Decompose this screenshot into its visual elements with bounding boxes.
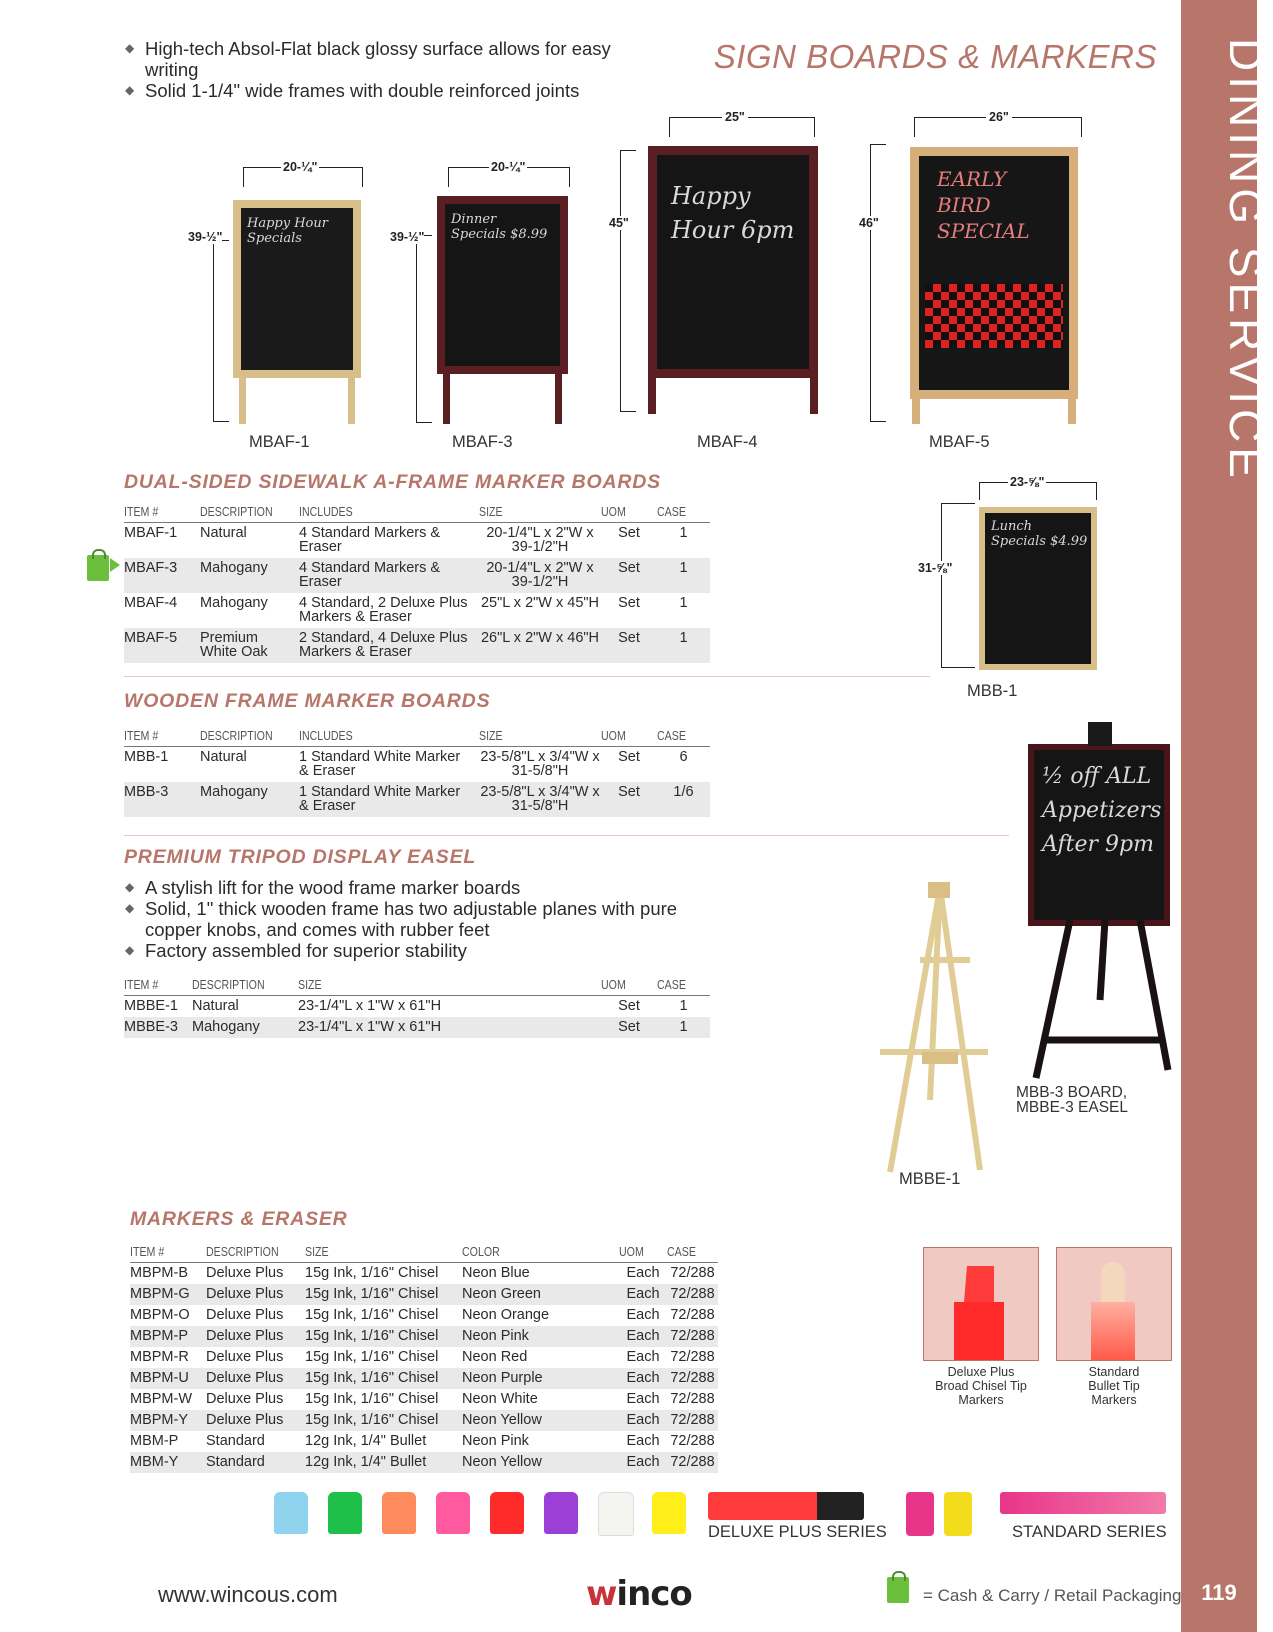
- description: White Oak: [200, 644, 268, 660]
- caption-line: Standard: [1088, 1365, 1140, 1379]
- size-line: 39-1/2"H: [511, 574, 569, 590]
- board-mbb-3: [1028, 744, 1170, 926]
- case-qty: 72/288: [670, 1265, 715, 1281]
- uom: Each: [626, 1433, 660, 1449]
- description: Deluxe Plus: [206, 1307, 284, 1323]
- section-title-aframe: DUAL-SIDED SIDEWALK A-FRAME MARKER BOARDS: [124, 471, 661, 493]
- color: Neon Orange: [462, 1307, 550, 1323]
- website-link[interactable]: www.wincous.com: [158, 1582, 338, 1607]
- description: Standard: [206, 1433, 265, 1449]
- col-header: CASE: [667, 1245, 710, 1263]
- item-number: MBPM-G: [130, 1284, 206, 1305]
- height-dimension-line: [620, 150, 636, 412]
- col-header: UOM: [601, 978, 649, 996]
- chalk-text: Lunch Specials $4.99: [991, 519, 1088, 549]
- case-qty: 72/288: [667, 1326, 718, 1347]
- item-number: MBPM-U: [130, 1368, 206, 1389]
- includes-line: Markers & Eraser: [299, 644, 412, 660]
- logo-part: w: [586, 1574, 617, 1614]
- page-title: SIGN BOARDS & MARKERS: [713, 38, 1157, 75]
- standard-cap-yellow: [944, 1492, 972, 1536]
- uom: Set: [618, 749, 640, 765]
- marker-cap-swatch: [382, 1492, 416, 1534]
- standard-series-label: STANDARD SERIES: [1012, 1523, 1167, 1541]
- height-dimension-line: [941, 503, 975, 668]
- product-label: [1016, 1085, 1128, 1115]
- description: Deluxe Plus: [206, 1391, 284, 1407]
- description: Natural: [200, 749, 247, 765]
- board-mbaf-5: [910, 147, 1078, 399]
- marker-cap-swatch: [274, 1492, 308, 1534]
- table-row: [124, 628, 710, 663]
- size-line: 26"L x 2"W x 46"H: [480, 630, 600, 646]
- includes-line: & Eraser: [299, 763, 356, 779]
- height-dimension-line: [213, 240, 229, 422]
- size-line: 23-5/8"L x 3/4"W x: [480, 749, 600, 765]
- color: Neon White: [462, 1391, 538, 1407]
- color: Neon Blue: [462, 1265, 530, 1281]
- size-line: 31-5/8"H: [511, 798, 569, 814]
- col-header: ITEM #: [124, 729, 189, 747]
- board-mbaf-4: [648, 146, 818, 378]
- table-row: [130, 1431, 718, 1452]
- uom: Each: [619, 1452, 667, 1473]
- col-header: DESCRIPTION: [206, 1245, 290, 1263]
- table-row: [130, 1347, 718, 1368]
- chisel-tip-photo: [923, 1247, 1039, 1361]
- standard-cap-pink: [906, 1492, 934, 1536]
- height-dimension-line: [416, 235, 432, 423]
- item-number: MBB-3: [124, 782, 200, 817]
- deluxe-marker-image: [708, 1492, 864, 1520]
- item-number: MBPM-R: [130, 1349, 189, 1365]
- divider: [124, 676, 930, 677]
- width-dimension: 26": [986, 110, 1012, 124]
- table-row: [124, 593, 710, 628]
- markers-table: [130, 1245, 718, 1473]
- col-header: CASE: [657, 505, 702, 523]
- item-number: MBM-P: [130, 1433, 179, 1449]
- item-number: MBAF-4: [124, 595, 178, 611]
- uom: Each: [619, 1326, 667, 1347]
- item-number: MBBE-3: [124, 1017, 192, 1038]
- uom: Set: [618, 998, 640, 1014]
- table-header: [124, 729, 710, 747]
- item-number: MBPM-W: [130, 1391, 193, 1407]
- description: Standard: [206, 1452, 305, 1473]
- col-header: DESCRIPTION: [192, 978, 282, 996]
- includes-line: 4 Standard Markers &: [299, 560, 441, 576]
- col-header: COLOR: [462, 1245, 595, 1263]
- marker-cap-swatch: [490, 1492, 524, 1534]
- col-header: UOM: [601, 729, 649, 747]
- easel-bullets: [125, 877, 715, 961]
- chalk-text: Dinner Specials $8.99: [451, 212, 548, 242]
- label-line: MBB-3 BOARD,: [1016, 1084, 1128, 1101]
- board-leg: [912, 399, 920, 424]
- bullet-tip-caption: [1056, 1365, 1172, 1407]
- marker-cap-swatch: [436, 1492, 470, 1534]
- uom: Set: [618, 525, 640, 541]
- col-header: UOM: [619, 1245, 660, 1263]
- board-leg: [239, 378, 246, 424]
- page-number: 119: [1201, 1580, 1237, 1605]
- logo-part: inco: [616, 1574, 692, 1614]
- uom: Set: [618, 595, 640, 611]
- table-row: [124, 558, 710, 593]
- table-header: [124, 505, 710, 523]
- case-qty: 72/288: [667, 1410, 718, 1431]
- col-header: UOM: [601, 505, 649, 523]
- description: Mahogany: [200, 782, 299, 817]
- table-row: [130, 1326, 718, 1347]
- case-qty: 72/288: [670, 1433, 715, 1449]
- table-row: [130, 1368, 718, 1389]
- width-dimension: 20-¼": [283, 160, 318, 174]
- section-title-markers: MARKERS & ERASER: [130, 1208, 348, 1230]
- table-row: [130, 1410, 718, 1431]
- size: 15g Ink, 1/16" Chisel: [305, 1307, 439, 1323]
- board-leg: [1068, 399, 1076, 424]
- width-dimension: 25": [722, 110, 748, 124]
- table-row: [130, 1389, 718, 1410]
- description: Natural: [192, 998, 239, 1014]
- case-qty: 1: [657, 628, 710, 663]
- size-line: 20-1/4"L x 2"W x: [486, 560, 594, 576]
- size: 15g Ink, 1/16" Chisel: [305, 1410, 462, 1431]
- uom: Each: [626, 1349, 660, 1365]
- color: Neon Yellow: [462, 1410, 619, 1431]
- color: Neon Red: [462, 1349, 528, 1365]
- col-header: CASE: [657, 729, 702, 747]
- description: Deluxe Plus: [206, 1265, 284, 1281]
- item-number: MBBE-1: [124, 998, 178, 1014]
- col-header: DESCRIPTION: [200, 505, 284, 523]
- col-header: DESCRIPTION: [200, 729, 284, 747]
- chalk-text: ½ off ALL Appetizers After 9pm: [1042, 764, 1162, 857]
- checkered-tablecloth-drawing: [925, 284, 1063, 348]
- section-title-easel: PREMIUM TRIPOD DISPLAY EASEL: [124, 846, 477, 868]
- size: 12g Ink, 1/4" Bullet: [305, 1452, 462, 1473]
- case-qty: 72/288: [667, 1368, 718, 1389]
- board-mbaf-1: [233, 200, 361, 378]
- case-qty: 1: [657, 1017, 710, 1038]
- includes-line: Markers & Eraser: [299, 609, 412, 625]
- natural-easel-drawing: [870, 880, 1000, 1180]
- case-qty: 1: [679, 998, 688, 1014]
- item-number: MBM-Y: [130, 1452, 206, 1473]
- includes-line: & Eraser: [299, 798, 356, 814]
- col-header: ITEM #: [124, 505, 189, 523]
- standard-marker-image: [1000, 1492, 1166, 1514]
- product-label: MBB-1: [967, 682, 1018, 700]
- size-line: 39-1/2"H: [511, 539, 569, 555]
- case-qty: 72/288: [670, 1307, 715, 1323]
- includes-line: 1 Standard White Marker: [299, 749, 461, 765]
- includes-line: 1 Standard White Marker: [299, 784, 461, 800]
- size: 23-1/4"L x 1"W x 61"H: [298, 998, 442, 1014]
- winco-logo: [586, 1574, 692, 1614]
- product-label: MBAF-5: [929, 433, 990, 451]
- description: Natural: [200, 525, 247, 541]
- uom: Each: [626, 1391, 660, 1407]
- table-header: [130, 1245, 718, 1263]
- marker-cap-swatch: [598, 1492, 634, 1536]
- color: Neon Green: [462, 1284, 619, 1305]
- col-header: ITEM #: [130, 1245, 195, 1263]
- color: Neon Pink: [462, 1326, 619, 1347]
- description: Mahogany: [192, 1017, 298, 1038]
- height-dimension-line: [870, 144, 886, 422]
- feature-bullet: ◆ Solid 1-1/4" wide frames with double reinforced joints: [125, 80, 645, 101]
- case-qty: 6: [679, 749, 688, 765]
- caption-line: Bullet Tip: [1088, 1379, 1140, 1393]
- bullet-tip-photo: [1056, 1247, 1172, 1361]
- height-dimension: 45": [609, 216, 629, 230]
- board-leg: [443, 374, 450, 424]
- marker-cap-swatch: [544, 1492, 578, 1534]
- width-dimension: 20-¼": [491, 160, 526, 174]
- includes-line: 4 Standard Markers &: [299, 525, 441, 541]
- chalk-text: EARLY BIRD SPECIAL: [937, 167, 1030, 243]
- col-header: ITEM #: [124, 978, 182, 996]
- case-qty: 72/288: [670, 1349, 715, 1365]
- feature-bullet: ◆ Factory assembled for superior stability: [125, 940, 715, 961]
- case-qty: 1: [679, 595, 688, 611]
- item-number: MBPM-Y: [130, 1410, 206, 1431]
- height-dimension: 39-½": [188, 230, 223, 244]
- col-header: CASE: [657, 978, 702, 996]
- width-dimension: 23-⅝": [1010, 475, 1045, 489]
- size: 15g Ink, 1/16" Chisel: [305, 1368, 462, 1389]
- description: Deluxe Plus: [206, 1284, 305, 1305]
- feature-bullet: ◆ High-tech Absol-Flat black glossy surface allows for easy writing: [125, 38, 645, 80]
- description: Deluxe Plus: [206, 1349, 284, 1365]
- mahogany-easel-drawing: [1030, 920, 1180, 1080]
- uom: Set: [601, 782, 657, 817]
- size-line: 23-5/8"L x 3/4"W x: [480, 784, 600, 800]
- includes-line: Eraser: [299, 574, 342, 590]
- item-number: MBPM-O: [130, 1307, 190, 1323]
- table-header: [124, 978, 710, 996]
- includes-line: Eraser: [299, 539, 342, 555]
- height-dimension: 46": [859, 216, 879, 230]
- size: 15g Ink, 1/16" Chisel: [305, 1326, 462, 1347]
- product-label: MBAF-3: [452, 433, 513, 451]
- item-number: MBB-1: [124, 749, 169, 765]
- item-number: MBAF-1: [124, 525, 178, 541]
- case-qty: 72/288: [670, 1391, 715, 1407]
- uom: Each: [626, 1265, 660, 1281]
- board-leg: [648, 378, 656, 414]
- case-qty: 1/6: [657, 782, 710, 817]
- feature-bullet: ◆ Solid, 1" thick wooden frame has two adjustable planes with pure copper knobs, and comes with rubber feet: [125, 898, 715, 940]
- board-leg: [810, 378, 818, 414]
- board-leg: [348, 378, 355, 424]
- label-line: MBBE-3 EASEL: [1016, 1099, 1128, 1116]
- table-row: [130, 1305, 718, 1326]
- description: Mahogany: [200, 595, 268, 611]
- aframe-table: [124, 505, 710, 663]
- size-line: 20-1/4"L x 2"W x: [486, 525, 594, 541]
- caption-line: Deluxe Plus: [947, 1365, 1015, 1379]
- section-title-wooden: WOODEN FRAME MARKER BOARDS: [124, 690, 491, 712]
- board-mbaf-3: [437, 196, 568, 374]
- uom: Each: [619, 1410, 667, 1431]
- description: Deluxe Plus: [206, 1410, 305, 1431]
- caption-line: Broad Chisel Tip: [935, 1379, 1027, 1393]
- uom: Each: [619, 1284, 667, 1305]
- caption-line: Markers: [958, 1393, 1004, 1407]
- description: Mahogany: [200, 560, 268, 576]
- uom: Each: [619, 1368, 667, 1389]
- chalk-text: Happy Hour Specials: [247, 216, 328, 246]
- size-line: 25"L x 2"W x 45"H: [480, 595, 600, 611]
- item-number: MBAF-3: [124, 558, 200, 593]
- table-row: [124, 1017, 710, 1038]
- col-header: SIZE: [305, 1245, 438, 1263]
- case-qty: 1: [657, 558, 710, 593]
- product-label: MBAF-1: [249, 433, 310, 451]
- includes-line: 4 Standard, 2 Deluxe Plus: [299, 595, 468, 611]
- item-number: MBAF-5: [124, 628, 200, 663]
- table-row: [130, 1452, 718, 1473]
- table-row: [124, 782, 710, 817]
- height-dimension: 31-⅝": [918, 561, 953, 575]
- table-row: [124, 996, 710, 1018]
- cash-carry-legend: = Cash & Carry / Retail Packaging: [923, 1586, 1182, 1605]
- product-label: MBAF-4: [697, 433, 758, 451]
- item-number: MBPM-B: [130, 1265, 188, 1281]
- col-header: INCLUDES: [299, 505, 452, 523]
- col-header: SIZE: [479, 729, 583, 747]
- table-row: [124, 523, 710, 559]
- item-number: MBPM-P: [130, 1326, 206, 1347]
- case-qty: 72/288: [667, 1284, 718, 1305]
- size: 15g Ink, 1/16" Chisel: [305, 1349, 439, 1365]
- uom: Set: [601, 628, 657, 663]
- caption-line: Markers: [1091, 1393, 1137, 1407]
- table-row: [130, 1284, 718, 1305]
- size-line: 31-5/8"H: [511, 763, 569, 779]
- uom: Set: [601, 558, 657, 593]
- wooden-table: [124, 729, 710, 817]
- table-row: [124, 747, 710, 783]
- col-header: SIZE: [298, 978, 556, 996]
- board-leg: [555, 374, 562, 424]
- case-qty: 1: [679, 525, 688, 541]
- chalk-text: Happy Hour 6pm: [671, 182, 795, 244]
- product-label: MBBE-1: [899, 1170, 961, 1188]
- color: Neon Pink: [462, 1433, 529, 1449]
- size: 15g Ink, 1/16" Chisel: [305, 1284, 462, 1305]
- table-row: [130, 1263, 718, 1285]
- cash-carry-bag-icon: [87, 555, 109, 581]
- col-header: INCLUDES: [299, 729, 452, 747]
- description: Deluxe Plus: [206, 1326, 305, 1347]
- size: 12g Ink, 1/4" Bullet: [305, 1433, 427, 1449]
- size: 23-1/4"L x 1"W x 61"H: [298, 1017, 601, 1038]
- description: Deluxe Plus: [206, 1368, 305, 1389]
- col-header: SIZE: [479, 505, 583, 523]
- divider: [124, 835, 1009, 836]
- deluxe-series-label: DELUXE PLUS SERIES: [708, 1523, 887, 1541]
- easel-table: [124, 978, 710, 1038]
- feature-bullets: [125, 38, 645, 101]
- color: Neon Purple: [462, 1368, 619, 1389]
- marker-cap-swatch: [652, 1492, 686, 1534]
- uom: Each: [626, 1307, 660, 1323]
- height-dimension: 39-½": [390, 230, 425, 244]
- size: 15g Ink, 1/16" Chisel: [305, 1391, 439, 1407]
- color: Neon Yellow: [462, 1452, 619, 1473]
- chisel-tip-caption: [923, 1365, 1039, 1407]
- size: 15g Ink, 1/16" Chisel: [305, 1265, 439, 1281]
- arrow-right-icon: [110, 558, 120, 572]
- includes-line: 2 Standard, 4 Deluxe Plus: [299, 630, 468, 646]
- marker-cap-swatch: [328, 1492, 362, 1534]
- easel-top-clamp: [1088, 722, 1112, 746]
- description: Premium: [200, 630, 259, 646]
- cash-carry-bag-icon: [887, 1577, 909, 1603]
- side-tab-label: DINING SERVICE: [1220, 38, 1272, 483]
- uom: Set: [601, 1017, 657, 1038]
- case-qty: 72/288: [667, 1452, 718, 1473]
- board-mbb-1: [979, 507, 1097, 670]
- feature-bullet: ◆ A stylish lift for the wood frame marker boards: [125, 877, 715, 898]
